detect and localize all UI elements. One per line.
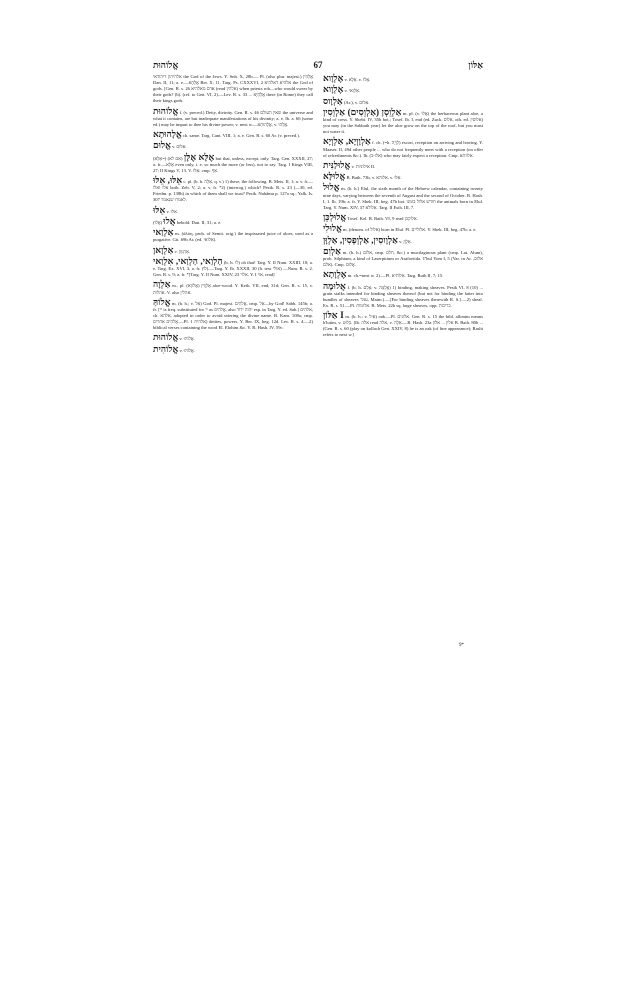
entry-headword: אֶלְוָוא [323,73,344,83]
dictionary-entry [153,141,313,150]
entry-definition: (אֲלוּ) behold. Dan. II, 31; a. e. [153,220,222,225]
entry-definition: m. (b. h.) אלוֹם, cmp. חלם, &c.) a mucilaginous plant (cmp. Lat. Alum), prob. Silphium, a kind of Laserpitium or Asafoetida. T'bul Yom I, 5 (Var. in Ar. אלוס, אלם). Cmp. אֲלוּם. [323,249,483,268]
entry-headword: אֱלוֹהַּ [153,296,171,307]
entry-headword: אֱלוּל [323,182,340,193]
dictionary-entry [153,74,313,104]
dictionary-entry [153,217,313,226]
dictionary-entry [323,97,483,106]
entry-headword: אַלְוָוסִין, אַלְוְפְסִין, אַלְוָּן [323,234,398,245]
entry-headword: אֱלוֹהִית [153,343,179,354]
dictionary-entry [323,183,483,210]
entry-headword: אֵלּוּ [153,204,166,215]
dictionary-entry [323,270,483,279]
entry-definition: (אִם לֹא) (=אֶלָּא) but that, unless, except, only. Targ. Gen. XXXII, 27; a. fr.—אֶלָּא even only, i. e. so much the more (or less), not to say. Targ. I Kings VIII, 27; II Kings V, 13. V. אִלּוּ; cmp. אַף. [153,155,313,173]
header-left-guide-word: אֱלוֹהוּת [153,60,179,70]
entry-headword: אֱלוּם [153,140,171,151]
entry-definition: v. אֶלָּא. v. אֲלוּ. [344,77,371,82]
entry-definition: (Ar.), v. אִלּוּם. [343,99,370,105]
entry-definition: v. אִלּוּ. [166,208,178,214]
dictionary-entry [323,311,483,338]
entry-headword: אֱלוּלִי [323,223,342,234]
entry-definition: v. אִלּוּם. [172,144,187,150]
dictionary-entry [323,236,483,245]
dictionary-entry [153,280,313,295]
dictionary-entry [323,172,483,181]
dictionary-entry [323,85,483,94]
entry-headword: אֶלְוָוא [323,84,344,95]
entry-definition: f. ch. (=h. לְוָיָה) escort, reception on arriving and leaving. Y. Maaser. II, 49d other people ... who do not frequently meet with a reception (on offer of refreshments &c.). Ib. (אלו-ב) who may fairly expect a reception. Cmp. אלוותא. [323,140,483,158]
entry-definition: v. אַרְגְּוָון. [174,248,191,254]
entry-headword: אֲלוּ [163,216,176,226]
entry-definition: m. (b. h.) Elul, the sixth month of the Hebrew calendar, containing twenty nine days, varying between the seventh of August and the second of October. R. Hash. I, 1. Ib. 19b; a. fr. Y. Shek. III, beg. 47b bot. חודש אלול בזמנו the animals born in Elul. Targ. Y. Num. XIV, 37 אלולא. Targ. II Esth. III, 7. [323,186,483,210]
dictionary-entry [153,206,313,215]
entry-headword: אַלְוָוס [323,95,343,106]
entry-headword: אֲלוּמָה [323,280,346,291]
entry-headword: אֱלוֹהוּת [153,105,179,116]
entry-headword: הַלְוַאי, הַלְוַאי, אִלְוַאי [153,255,223,266]
right-column [323,74,483,341]
dictionary-entry [323,108,483,135]
dictionary-entry [323,213,483,222]
dictionary-entry [153,228,313,243]
entry-definition: B. Bath. 73b, v. אלוהא, v. אִלּוּ. [346,175,402,181]
entry-definition: ch. same. Targ. Cant. VIII, 1; a. e. Gen. R. s. 60 Ar. (v. preced.). [182,133,300,139]
entry-headword: אֱלָהוּתָא [153,129,182,140]
entry-definition: f. (b. h. אָלַם; v. אֲלֻמָּה) 1) binding, making sheaves. Pesik VI, 8 (10) ... grain stalks intended for binding sheaves thereof (but not for binding the latter into bundles of sheaves עמר, Maim.).—[For binding sheaves therewith R. S.].—2) sheaf. Ex. R. s. 51.—Pl. אלומות. B. Mets. 22b sq. large sheaves, opp. כריכות. [323,284,483,308]
entry-headword: אַלְוָאן [153,244,174,255]
entry-headword: אַלְוָה [153,279,171,290]
entry-definition: v. אַלְוַאי. [344,88,361,94]
entry-headword: אֵלּוּ, אֵלּוּ [153,175,183,186]
dictionary-entry [153,345,313,354]
entry-headword: אֶלָּא אֶלָּן [183,151,215,162]
entry-headword: אֱלוֹהוּת [153,332,179,343]
entry-definition: v. אֱלוֹהוּ. [179,347,195,353]
entry-definition: (b. h. לוּ) oh that! Targ. Y. II Num. XXIII, 10; a. e. Targ. Ex. XVI, 3, a. fr. (לוּ).—Targ. Y. Ib. XXXII, 30 (h. text אולי) —Num. R. s. 2. Gen. R. s. 9; a. fr. *[Targ. Y. II Num. XXIV, 23 אלוי, Y. I אוי, read] [153,259,313,278]
entry-definition: m. (ἀλόη, prob. of Semit. orig.) the inspissated juice of aloes, used as a purgative. Git. 69b Ar. (ed. אלואי). [153,231,314,243]
entry-definition: Tosef. Kel. B. Bath. VI, 9 read אלוקכן. [347,216,418,221]
entry-definition: m., pl. אַלְוָוִין (אֲלוֹוָא) aloe-wood. Y. Keth. VII, end, 31d; Gen. R. s. 15, v. אהלות. V. also אהלין. [153,283,313,295]
entry-definition: f. (v. preced.) Deity, divinity. Gen. R. s. 46 שאין העולם the universe and what it contains, are but inadequate manifestations of his divinity; a. e. Ib. a. 66 (some ed.) may he impart to thee his divine power; v. next w.—אֱלָהוּתָא, v. אֱלָהוּ. [153,109,313,127]
entry-headword: אַלְוַאי [153,227,174,238]
entry-definition: v. אֱלוֹהוּ. [179,336,195,342]
dictionary-entry [153,257,313,278]
left-column [153,74,313,356]
dictionary-entry [323,137,483,158]
entry-definition: אלהיהון דיהודאי the God of the Jews. Y. Snh. X, 28b.— Pl. (also plur. majest.) אֱלָהִין Dan. II, 11; a. e.—אֱלָהָא Ber. X, 11. Targ. Ps. CXXXVI, 2 אלהיא דאלהיא the God of gods. [Gen. R. s. 26 אדם מאלהיא (read אלהין) when priests rob—who would swear by their gods? (b). (ref. to Gen. VI, 2).—Lev. R. s. 33 ... אֱלָהַיָּא there (in Rome) they call their kings gods. [153,74,314,104]
entry-definition: v. אילוניות II. [351,163,376,169]
dictionary-entry [153,298,313,331]
signature-mark: 9* [459,643,464,648]
page-number: 67 [313,60,323,70]
entry-definition: v. אַלְוָן. [399,238,412,244]
entry-headword: אַלְוָוְיָא, אַלְוְיָא [323,136,371,147]
entry-definition: m. ch.=next w. 2).—Pl. אלותיא. Targ. Ruth II, 7; 15. [347,273,444,279]
entry-headword: אֱלוּלַנִּית [323,159,351,170]
dictionary-entry [323,74,483,83]
entry-definition: m. (denom. of אלול) born in Elul. Pl. אלוליים. Y. Shek. III, beg. 47b; a. e. [343,227,477,233]
entry-headword: אֶלְוָתָא [323,269,347,280]
dictionary-entry [153,130,313,139]
entry-definition: m. (b. h.; v. אֵל) God. Pl. majest. אֱלֹהִים, cmp. אֵל—by God! Sabb. 145b; a. fr. [יי is freq. substituted for יי as אֱלֹהִים, also יהוה ידוד esp. in Targ. Y. ed. Sab.] אלהים, ch. אלהא, adopted in order to avoid uttering the divine name. B. Kam. 108a; cmp. אֱלֹהִים אחרים.—Pl. אלהית 1) deities, powers. Y. Ber. IX, beg. 12d. Lev. R. s. 4.—2) biblical verses containing the word El. Elohim &c. Y. R. Hash. IV, 59c. [153,300,313,331]
entry-headword: אֱלוּלְכֵּן [323,212,347,222]
entry-definition: c. pl. (b. h. אֵלֶּה, q. v.) 1) these, the following. B. Mets. II, 1; a. v. fr.—אלו ואלו both. Zeb. V, 2; a. v. fr. *2) (interrog.) which? Pesik. R. s. 23 (—30, ed. Friedm. p. 138b) in which of them shall we trust? Pesik. Nahâmu p. 127a sq.; Yalk. Is. 307 לאמרו שנאמר. [153,179,313,203]
dictionary-entry [323,282,483,309]
dictionary-entry [323,224,483,233]
entry-headword: אַלּוֹן I [323,310,344,321]
page-header [153,60,483,72]
entry-headword: אֱלוּלָּא [323,171,346,182]
dictionary-entry [323,161,483,170]
entry-definition: m. (b. h.; v. אַיִל) oak.—Pl. אלונים. Gen. R. s. 15 the bibl. allonim means b'lutim, v. בְּלוּט. [Ib. אלה read אלה, v. אֵלָה.—R. Hash. 23a אלון ... אלון B. Bath. 80b ... (Gen. R. s. 60 (play on kollach Gen. XXIV, 8) he is an oak (of fine appearance); Rashi refers to next w.] [323,314,484,338]
dictionary-entry [153,333,313,342]
entry-headword: אַלְוֵסְן (אַלְוֵסִים) אַלְוֵסִין [323,106,402,117]
dictionary-entry [323,247,483,268]
dictionary-entry [153,153,313,174]
dictionary-entry [153,246,313,255]
entry-definition: m. pl. (v. אֲלוּ) the herbaceous plant aloe, a kind of cress. Y. Shebi. IV, 35b bot.; Tosef. Ib. I, end (ed. Zuck. אלוס, oth. ed. אלוסין) you may (in the Sabbath year) let the aloe grow on the top of the roof, but you must not water it. [323,110,483,135]
dictionary-entry [153,107,313,128]
header-right-guide-word: אַלּוֹן [468,60,483,70]
dictionary-entry [153,176,313,203]
entry-headword: אַלְוִם [323,245,341,256]
